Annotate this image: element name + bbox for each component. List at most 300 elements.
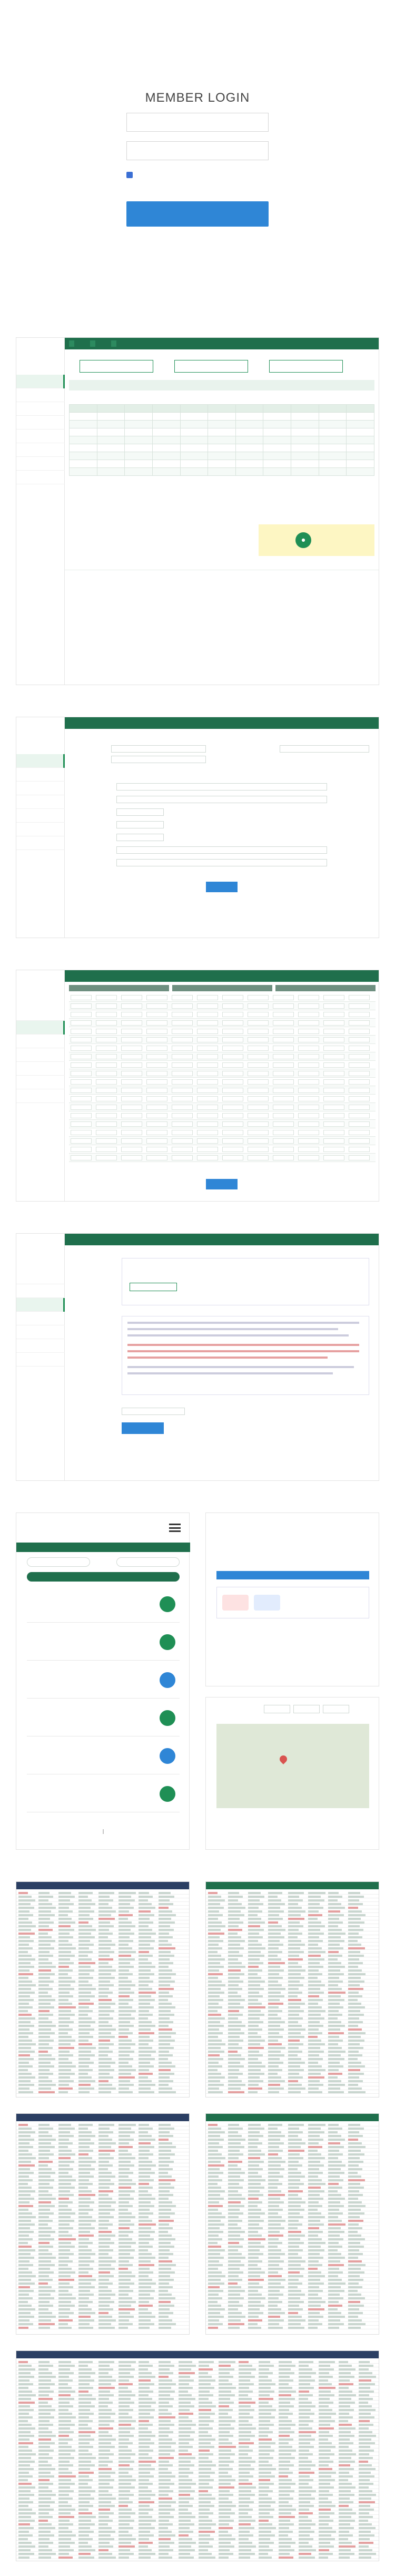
grid-cell[interactable] <box>121 1079 142 1085</box>
grid-cell[interactable] <box>121 1105 142 1110</box>
grid-cell[interactable] <box>121 1037 142 1042</box>
order-card[interactable] <box>27 1663 180 1699</box>
grid-cell[interactable] <box>222 1029 243 1034</box>
grid-cell[interactable] <box>96 1121 117 1127</box>
grid-cell[interactable] <box>273 1155 294 1160</box>
grid-cell[interactable] <box>197 1012 218 1017</box>
map-tab[interactable] <box>323 1705 349 1713</box>
sidebar-item[interactable] <box>16 795 65 809</box>
grid-cell[interactable] <box>323 1105 344 1110</box>
order-card[interactable] <box>27 1587 180 1623</box>
grid-cell[interactable] <box>248 995 269 1000</box>
file-field[interactable] <box>122 1408 185 1415</box>
tab-button[interactable] <box>174 360 248 373</box>
grid-cell[interactable] <box>298 1130 319 1135</box>
sidebar-item[interactable] <box>16 1048 65 1062</box>
grid-cell[interactable] <box>146 1012 167 1017</box>
location-map[interactable] <box>216 1724 369 1808</box>
grid-cell[interactable] <box>273 1029 294 1034</box>
grid-cell[interactable] <box>197 1079 218 1085</box>
grid-cell[interactable] <box>197 1071 218 1076</box>
grid-cell[interactable] <box>121 1012 142 1017</box>
grid-cell[interactable] <box>273 995 294 1000</box>
grid-cell[interactable] <box>71 1088 92 1093</box>
grid-cell[interactable] <box>323 1046 344 1051</box>
grid-cell[interactable] <box>121 1020 142 1026</box>
grid-cell[interactable] <box>71 995 92 1000</box>
grid-cell[interactable] <box>323 1088 344 1093</box>
grid-cell[interactable] <box>96 1147 117 1152</box>
grid-cell[interactable] <box>197 1054 218 1059</box>
grid-cell[interactable] <box>146 1003 167 1009</box>
grid-cell[interactable] <box>298 1096 319 1101</box>
grid-cell[interactable] <box>273 1079 294 1085</box>
grid-cell[interactable] <box>172 1003 193 1009</box>
grid-cell[interactable] <box>248 1071 269 1076</box>
grid-cell[interactable] <box>323 1096 344 1101</box>
grid-cell[interactable] <box>172 1012 193 1017</box>
grid-cell[interactable] <box>146 1121 167 1127</box>
grid-cell[interactable] <box>96 1105 117 1110</box>
grid-cell[interactable] <box>172 1155 193 1160</box>
sidebar-item[interactable] <box>16 782 65 795</box>
grid-cell[interactable] <box>222 995 243 1000</box>
grid-cell[interactable] <box>273 1062 294 1068</box>
grid-cell[interactable] <box>248 1054 269 1059</box>
grid-cell[interactable] <box>323 1138 344 1144</box>
grid-cell[interactable] <box>96 1062 117 1068</box>
grid-cell[interactable] <box>197 1105 218 1110</box>
table-row[interactable] <box>70 452 374 460</box>
grid-cell[interactable] <box>197 995 218 1000</box>
grid-cell[interactable] <box>146 1147 167 1152</box>
grid-cell[interactable] <box>248 1046 269 1051</box>
grid-cell[interactable] <box>273 1147 294 1152</box>
text-field[interactable] <box>280 745 369 753</box>
grid-cell[interactable] <box>323 995 344 1000</box>
grid-cell[interactable] <box>96 1079 117 1085</box>
sidebar-item[interactable] <box>16 768 65 782</box>
grid-cell[interactable] <box>349 1003 370 1009</box>
grid-cell[interactable] <box>172 1020 193 1026</box>
sidebar-item[interactable] <box>16 402 65 416</box>
grid-cell[interactable] <box>222 1046 243 1051</box>
grid-cell[interactable] <box>197 1147 218 1152</box>
grid-cell[interactable] <box>96 1037 117 1042</box>
grid-cell[interactable] <box>273 1020 294 1026</box>
grid-cell[interactable] <box>349 1105 370 1110</box>
text-field[interactable] <box>116 783 327 791</box>
grid-cell[interactable] <box>121 1088 142 1093</box>
grid-cell[interactable] <box>273 1012 294 1017</box>
sidebar-item[interactable] <box>16 1089 65 1103</box>
date-to[interactable] <box>116 1557 180 1567</box>
grid-cell[interactable] <box>248 1003 269 1009</box>
grid-cell[interactable] <box>96 1046 117 1051</box>
grid-cell[interactable] <box>222 1096 243 1101</box>
grid-cell[interactable] <box>248 1147 269 1152</box>
grid-cell[interactable] <box>96 1130 117 1135</box>
grid-cell[interactable] <box>71 1079 92 1085</box>
grid-cell[interactable] <box>197 1037 218 1042</box>
sidebar-item[interactable] <box>16 1021 65 1035</box>
grid-cell[interactable] <box>323 1029 344 1034</box>
grid-cell[interactable] <box>273 1071 294 1076</box>
grid-cell[interactable] <box>222 1105 243 1110</box>
top-button[interactable] <box>111 340 116 347</box>
grid-cell[interactable] <box>349 1147 370 1152</box>
grid-cell[interactable] <box>298 1046 319 1051</box>
text-field[interactable] <box>111 745 206 753</box>
order-card[interactable] <box>27 1625 180 1661</box>
grid-cell[interactable] <box>349 1054 370 1059</box>
table-row[interactable] <box>70 428 374 436</box>
id-input[interactable] <box>126 113 269 132</box>
grid-cell[interactable] <box>273 1121 294 1127</box>
grid-cell[interactable] <box>273 1054 294 1059</box>
grid-cell[interactable] <box>273 1105 294 1110</box>
sidebar-item[interactable] <box>16 1007 65 1021</box>
submit-button[interactable] <box>206 882 238 892</box>
sidebar-item[interactable] <box>16 1353 65 1367</box>
grid-cell[interactable] <box>146 1062 167 1068</box>
grid-cell[interactable] <box>323 1130 344 1135</box>
text-field[interactable] <box>111 756 206 763</box>
grid-cell[interactable] <box>323 1079 344 1085</box>
grid-cell[interactable] <box>349 1012 370 1017</box>
grid-cell[interactable] <box>197 1046 218 1051</box>
map-tab[interactable] <box>264 1705 290 1713</box>
grid-cell[interactable] <box>172 1121 193 1127</box>
grid-cell[interactable] <box>197 1029 218 1034</box>
grid-cell[interactable] <box>222 1088 243 1093</box>
grid-cell[interactable] <box>349 1155 370 1160</box>
grid-cell[interactable] <box>71 1155 92 1160</box>
grid-cell[interactable] <box>121 1029 142 1034</box>
grid-cell[interactable] <box>323 1062 344 1068</box>
grid-cell[interactable] <box>298 1147 319 1152</box>
grid-cell[interactable] <box>172 1096 193 1101</box>
grid-cell[interactable] <box>298 1155 319 1160</box>
sidebar-item[interactable] <box>16 375 65 388</box>
grid-cell[interactable] <box>71 1121 92 1127</box>
grid-cell[interactable] <box>349 1037 370 1042</box>
grid-cell[interactable] <box>71 1054 92 1059</box>
table-row[interactable] <box>70 460 374 468</box>
grid-cell[interactable] <box>222 1020 243 1026</box>
grid-cell[interactable] <box>146 1155 167 1160</box>
grid-cell[interactable] <box>298 1071 319 1076</box>
table-row[interactable] <box>70 444 374 452</box>
grid-cell[interactable] <box>71 1105 92 1110</box>
grid-cell[interactable] <box>222 1062 243 1068</box>
grid-cell[interactable] <box>323 1113 344 1118</box>
grid-cell[interactable] <box>222 1079 243 1085</box>
grid-cell[interactable] <box>96 1088 117 1093</box>
grid-cell[interactable] <box>222 1130 243 1135</box>
grid-cell[interactable] <box>222 1003 243 1009</box>
grid-cell[interactable] <box>172 1138 193 1144</box>
checkbox-icon[interactable] <box>126 172 133 178</box>
grid-cell[interactable] <box>121 1096 142 1101</box>
grid-cell[interactable] <box>96 1020 117 1026</box>
grid-cell[interactable] <box>121 1113 142 1118</box>
grid-cell[interactable] <box>349 1062 370 1068</box>
grid-cell[interactable] <box>197 1155 218 1160</box>
grid-cell[interactable] <box>349 1088 370 1093</box>
grid-cell[interactable] <box>298 1054 319 1059</box>
grid-cell[interactable] <box>146 1046 167 1051</box>
grid-cell[interactable] <box>248 1088 269 1093</box>
grid-cell[interactable] <box>96 1155 117 1160</box>
grid-cell[interactable] <box>172 1071 193 1076</box>
grid-cell[interactable] <box>146 1020 167 1026</box>
sidebar-item[interactable] <box>16 1271 65 1284</box>
grid-cell[interactable] <box>349 1020 370 1026</box>
grid-cell[interactable] <box>323 1071 344 1076</box>
grid-cell[interactable] <box>248 1155 269 1160</box>
grid-cell[interactable] <box>349 1121 370 1127</box>
grid-cell[interactable] <box>121 995 142 1000</box>
grid-cell[interactable] <box>71 1096 92 1101</box>
grid-cell[interactable] <box>96 1096 117 1101</box>
grid-cell[interactable] <box>298 995 319 1000</box>
grid-cell[interactable] <box>96 1113 117 1118</box>
text-field[interactable] <box>116 796 327 803</box>
grid-cell[interactable] <box>323 1147 344 1152</box>
sidebar-item[interactable] <box>16 754 65 768</box>
grid-cell[interactable] <box>96 1012 117 1017</box>
grid-cell[interactable] <box>273 1046 294 1051</box>
grid-cell[interactable] <box>172 1037 193 1042</box>
grid-cell[interactable] <box>172 1062 193 1068</box>
grid-cell[interactable] <box>222 1054 243 1059</box>
sidebar-item[interactable] <box>16 1339 65 1353</box>
grid-cell[interactable] <box>172 995 193 1000</box>
grid-cell[interactable] <box>248 1113 269 1118</box>
grid-cell[interactable] <box>172 1130 193 1135</box>
grid-cell[interactable] <box>248 1121 269 1127</box>
grid-cell[interactable] <box>71 1138 92 1144</box>
text-field[interactable] <box>116 859 327 866</box>
grid-cell[interactable] <box>197 1088 218 1093</box>
grid-cell[interactable] <box>349 1029 370 1034</box>
order-card[interactable] <box>27 1739 180 1774</box>
grid-cell[interactable] <box>248 1029 269 1034</box>
grid-cell[interactable] <box>273 1113 294 1118</box>
grid-cell[interactable] <box>172 1147 193 1152</box>
grid-cell[interactable] <box>146 1079 167 1085</box>
grid-cell[interactable] <box>197 1113 218 1118</box>
remember-checkbox[interactable] <box>126 172 135 178</box>
sidebar-item[interactable] <box>16 823 65 836</box>
grid-cell[interactable] <box>96 1054 117 1059</box>
sidebar-item[interactable] <box>16 1284 65 1298</box>
grid-cell[interactable] <box>71 1113 92 1118</box>
sidebar-item[interactable] <box>16 1062 65 1076</box>
login-button[interactable] <box>126 201 269 227</box>
grid-cell[interactable] <box>197 1130 218 1135</box>
grid-cell[interactable] <box>197 1096 218 1101</box>
grid-cell[interactable] <box>71 1020 92 1026</box>
grid-cell[interactable] <box>349 1096 370 1101</box>
grid-cell[interactable] <box>146 1029 167 1034</box>
grid-cell[interactable] <box>349 1130 370 1135</box>
grid-cell[interactable] <box>121 1003 142 1009</box>
grid-cell[interactable] <box>248 1138 269 1144</box>
grid-cell[interactable] <box>146 1105 167 1110</box>
grid-cell[interactable] <box>172 1079 193 1085</box>
grid-cell[interactable] <box>248 1130 269 1135</box>
grid-cell[interactable] <box>146 1071 167 1076</box>
sidebar-item[interactable] <box>16 1035 65 1048</box>
grid-cell[interactable] <box>323 1121 344 1127</box>
grid-cell[interactable] <box>298 1121 319 1127</box>
grid-cell[interactable] <box>298 1003 319 1009</box>
select-field[interactable] <box>116 821 164 828</box>
grid-cell[interactable] <box>222 1155 243 1160</box>
tab-button[interactable] <box>269 360 343 373</box>
grid-cell[interactable] <box>71 1037 92 1042</box>
grid-cell[interactable] <box>121 1054 142 1059</box>
grid-cell[interactable] <box>349 995 370 1000</box>
grid-cell[interactable] <box>146 1096 167 1101</box>
map-tab[interactable] <box>293 1705 320 1713</box>
top-button[interactable] <box>90 340 95 347</box>
grid-cell[interactable] <box>323 1012 344 1017</box>
grid-cell[interactable] <box>248 1079 269 1085</box>
upload-button[interactable] <box>130 1283 177 1291</box>
grid-cell[interactable] <box>172 1054 193 1059</box>
grid-cell[interactable] <box>349 1046 370 1051</box>
grid-cell[interactable] <box>71 1029 92 1034</box>
grid-cell[interactable] <box>349 1079 370 1085</box>
grid-cell[interactable] <box>273 1096 294 1101</box>
grid-cell[interactable] <box>146 995 167 1000</box>
grid-cell[interactable] <box>121 1121 142 1127</box>
grid-cell[interactable] <box>222 1037 243 1042</box>
grid-cell[interactable] <box>71 1147 92 1152</box>
grid-cell[interactable] <box>222 1138 243 1144</box>
grid-cell[interactable] <box>273 1138 294 1144</box>
grid-cell[interactable] <box>121 1062 142 1068</box>
grid-cell[interactable] <box>248 1012 269 1017</box>
sidebar-item[interactable] <box>16 1325 65 1339</box>
grid-cell[interactable] <box>121 1138 142 1144</box>
grid-cell[interactable] <box>298 1062 319 1068</box>
grid-cell[interactable] <box>146 1037 167 1042</box>
grid-cell[interactable] <box>298 1105 319 1110</box>
order-card[interactable] <box>27 1701 180 1736</box>
grid-cell[interactable] <box>248 1096 269 1101</box>
text-field[interactable] <box>116 846 327 854</box>
sidebar-item[interactable] <box>16 443 65 457</box>
tab-button[interactable] <box>80 360 153 373</box>
grid-cell[interactable] <box>298 1088 319 1093</box>
sidebar-item[interactable] <box>16 430 65 443</box>
grid-cell[interactable] <box>146 1088 167 1093</box>
grid-cell[interactable] <box>323 1020 344 1026</box>
grid-cell[interactable] <box>121 1046 142 1051</box>
grid-cell[interactable] <box>146 1113 167 1118</box>
grid-cell[interactable] <box>197 1138 218 1144</box>
grid-cell[interactable] <box>298 1079 319 1085</box>
grid-cell[interactable] <box>96 1003 117 1009</box>
menu-icon[interactable] <box>169 1524 181 1532</box>
grid-cell[interactable] <box>96 1071 117 1076</box>
sidebar-item[interactable] <box>16 471 65 484</box>
top-button[interactable] <box>69 340 74 347</box>
table-row[interactable] <box>70 468 374 476</box>
select-field[interactable] <box>116 808 164 816</box>
grid-cell[interactable] <box>96 995 117 1000</box>
grid-cell[interactable] <box>298 1012 319 1017</box>
grid-cell[interactable] <box>222 1147 243 1152</box>
sidebar-item[interactable] <box>16 457 65 471</box>
table-row[interactable] <box>70 413 374 421</box>
grid-cell[interactable] <box>197 1003 218 1009</box>
grid-cell[interactable] <box>121 1071 142 1076</box>
grid-cell[interactable] <box>222 1071 243 1076</box>
grid-cell[interactable] <box>222 1121 243 1127</box>
grid-cell[interactable] <box>146 1138 167 1144</box>
sidebar-item[interactable] <box>16 416 65 430</box>
sidebar-item[interactable] <box>16 388 65 402</box>
grid-cell[interactable] <box>273 1003 294 1009</box>
grid-cell[interactable] <box>71 1046 92 1051</box>
grid-cell[interactable] <box>172 1088 193 1093</box>
grid-cell[interactable] <box>323 1003 344 1009</box>
grid-cell[interactable] <box>71 1071 92 1076</box>
grid-cell[interactable] <box>172 1029 193 1034</box>
grid-cell[interactable] <box>298 1037 319 1042</box>
grid-cell[interactable] <box>298 1020 319 1026</box>
grid-cell[interactable] <box>71 1012 92 1017</box>
grid-cell[interactable] <box>121 1130 142 1135</box>
grid-cell[interactable] <box>273 1088 294 1093</box>
grid-cell[interactable] <box>121 1147 142 1152</box>
grid-cell[interactable] <box>197 1121 218 1127</box>
sidebar-item[interactable] <box>16 1298 65 1312</box>
grid-cell[interactable] <box>323 1054 344 1059</box>
grid-cell[interactable] <box>197 1062 218 1068</box>
grid-cell[interactable] <box>172 1046 193 1051</box>
grid-cell[interactable] <box>349 1138 370 1144</box>
date-from[interactable] <box>27 1557 90 1567</box>
password-input[interactable] <box>126 141 269 160</box>
grid-cell[interactable] <box>222 1012 243 1017</box>
order-card[interactable] <box>27 1777 180 1812</box>
select-field[interactable] <box>116 834 164 841</box>
grid-cell[interactable] <box>71 1003 92 1009</box>
grid-cell[interactable] <box>71 1062 92 1068</box>
grid-cell[interactable] <box>248 1062 269 1068</box>
sidebar-item[interactable] <box>16 809 65 823</box>
grid-cell[interactable] <box>172 1113 193 1118</box>
grid-cell[interactable] <box>298 1138 319 1144</box>
grid-cell[interactable] <box>96 1138 117 1144</box>
grid-cell[interactable] <box>248 1037 269 1042</box>
submit-button[interactable] <box>122 1422 164 1434</box>
grid-cell[interactable] <box>222 1113 243 1118</box>
grid-cell[interactable] <box>146 1054 167 1059</box>
sidebar-item[interactable] <box>16 836 65 850</box>
grid-cell[interactable] <box>273 1130 294 1135</box>
grid-cell[interactable] <box>323 1037 344 1042</box>
table-row[interactable] <box>70 436 374 444</box>
grid-cell[interactable] <box>197 1020 218 1026</box>
grid-cell[interactable] <box>71 1130 92 1135</box>
